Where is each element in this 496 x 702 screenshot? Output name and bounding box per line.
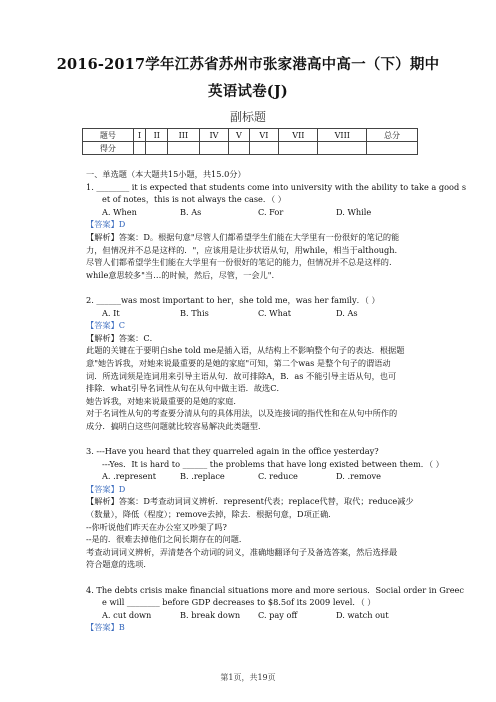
doc-title-line2: 英语试卷(J) [208,83,288,100]
question-3-options [86,470,416,483]
question-2-explanation: 【解析】答案：C． [86,332,158,343]
question-3-explanation: （数量），降低（程度）；remove去掉，除去．根据句意，D项正确． [86,509,337,520]
option-a: A. When [102,206,137,217]
score-header-cell: VII [279,129,318,142]
question-2-explanation: 排除．what引导名词性从句在从句中做主语．故选C． [86,383,285,394]
option-c: C. reduce [258,471,298,482]
question-2-answer: 【答案】C [86,320,126,331]
question-3-explanation: --你听说他们昨天在办公室又吵架了吗? [86,521,227,532]
question-3-explanation: 考查动词词义辨析，弄清楚各个动词的词义，准确地翻译句子及备选答案，然后选择最 [86,546,398,557]
score-table-score-row [83,142,418,155]
question-1-stem-cont: et of notes，this is not always the case．（ ） [102,194,286,205]
spacer [86,571,416,584]
option-d: D. .remove [336,471,382,482]
question-2-explanation: 此题的关键在于要明白she told me是插入语，从结构上不影响整个句子的表达．根据题 [86,345,405,356]
score-cell [249,142,279,155]
spacer [86,281,416,294]
option-b: B. break down [180,609,241,620]
option-a: A. cut down [102,609,152,620]
option-c: C. What [258,307,292,318]
question-3-answer: 【答案】D [86,483,126,494]
question-2-explanation: 对于名词性从句的考查要分清从句的具体用法，以及连接词的指代性和在从句中所作的 [86,408,398,419]
question-3-explanation: 【解析】答案：D考查动词词义辨析．represent代表；replace代替，取代；reduce减少 [86,496,414,507]
score-header-cell: VIII [318,129,367,142]
score-header-cell: II [146,129,168,142]
score-header-cell: 总分 [367,129,418,142]
questions-content [86,168,467,634]
option-a: A. .represent [102,471,157,482]
score-header-cell: VI [249,129,279,142]
question-2-explanation: 词．所选词须是连词用来引导主语从句．故可排除A，B．as 不能引导主语从句，也可 [86,370,397,381]
option-d: D. While [336,206,372,217]
score-header-cell: 题号 [83,129,134,142]
score-cell [133,142,145,155]
option-c: C. pay off [258,609,298,620]
score-cell [318,142,367,155]
score-header-cell: III [168,129,199,142]
question-1-options [86,206,416,219]
option-d: D. watch out [336,609,389,620]
question-2-options [86,307,416,320]
question-2-explanation: 她告诉我，对她来说最重要的是她的家庭． [86,395,242,406]
score-row-label: 得分 [83,142,134,155]
question-2-explanation: 意"她告诉我，对她来说最重要的是她的家庭"可知，第二个was 是整个句子的谓语动 [86,357,391,368]
question-4-stem-cont: e will ________ before GDP decreases to $8.5of its 2009 level．（ ） [102,597,376,608]
option-d: D. As [336,307,358,318]
question-1-explanation: 尽管人们都希望学生们能在大学里有一份很好的笔记的能力，但情况并不总是这样的. [86,257,392,268]
spacer [86,432,416,445]
score-header-cell: I [133,129,145,142]
question-1-explanation: while意思较多"当…的时候，然后，尽管，一会儿". [86,269,275,280]
score-table [82,128,418,155]
question-2-stem: 2. ______was most important to her，she told me，was her family．（ ） [86,294,380,305]
score-header-cell: IV [199,129,229,142]
option-a: A. It [102,307,120,318]
question-1-explanation: 力，但情况并不总是这样的．"，应该用是让步状语从句，用while，相当于although. [86,244,398,255]
question-3-explanation: --是的．很难去掉他们之间长期存在的问题． [86,534,248,545]
score-cell [146,142,168,155]
score-cell [199,142,229,155]
question-1-stem: 1. ________ it is expected that students come into university with the ability to take a good s [86,181,467,192]
option-c: C. For [258,206,284,217]
score-table-header-row [83,129,418,142]
option-b: B. .replace [180,471,225,482]
score-cell [279,142,318,155]
option-b: B. This [180,307,209,318]
question-3-explanation: 符合题意的选项． [86,559,152,570]
doc-subtitle: 副标题 [229,110,266,124]
score-cell [168,142,199,155]
score-cell [229,142,249,155]
question-3-stem-cont: ---Yes．It is hard to ______ the problems that have long existed between them．（ ） [102,458,444,469]
page-footer: 第1页，共19页 [220,673,276,682]
score-cell [367,142,418,155]
question-4-answer: 【答案】B [86,622,125,633]
question-2-explanation: 成分．搞明白这些问题就比较容易解决此类题型． [86,420,267,431]
question-1-answer: 【答案】D [86,219,126,230]
question-1-explanation: 【解析】答案：D。根据句意"尽管人们都希望学生们能在大学里有一份很好的笔记的能 [86,231,400,242]
question-4-options [86,609,416,622]
doc-title-line1: 2016-2017学年江苏省苏州市张家港高中高一（下）期中 [56,56,440,73]
section-header: 一、单选题（本大题共15小题，共15.0分） [86,169,246,179]
option-b: B. As [180,206,202,217]
score-header-cell: V [229,129,249,142]
question-4-stem: 4. The debts crisis make financial situations more and more serious．Social order in Greec [86,584,464,595]
question-3-stem: 3. ---Have you heard that they quarreled again in the office yesterday? [86,446,379,457]
